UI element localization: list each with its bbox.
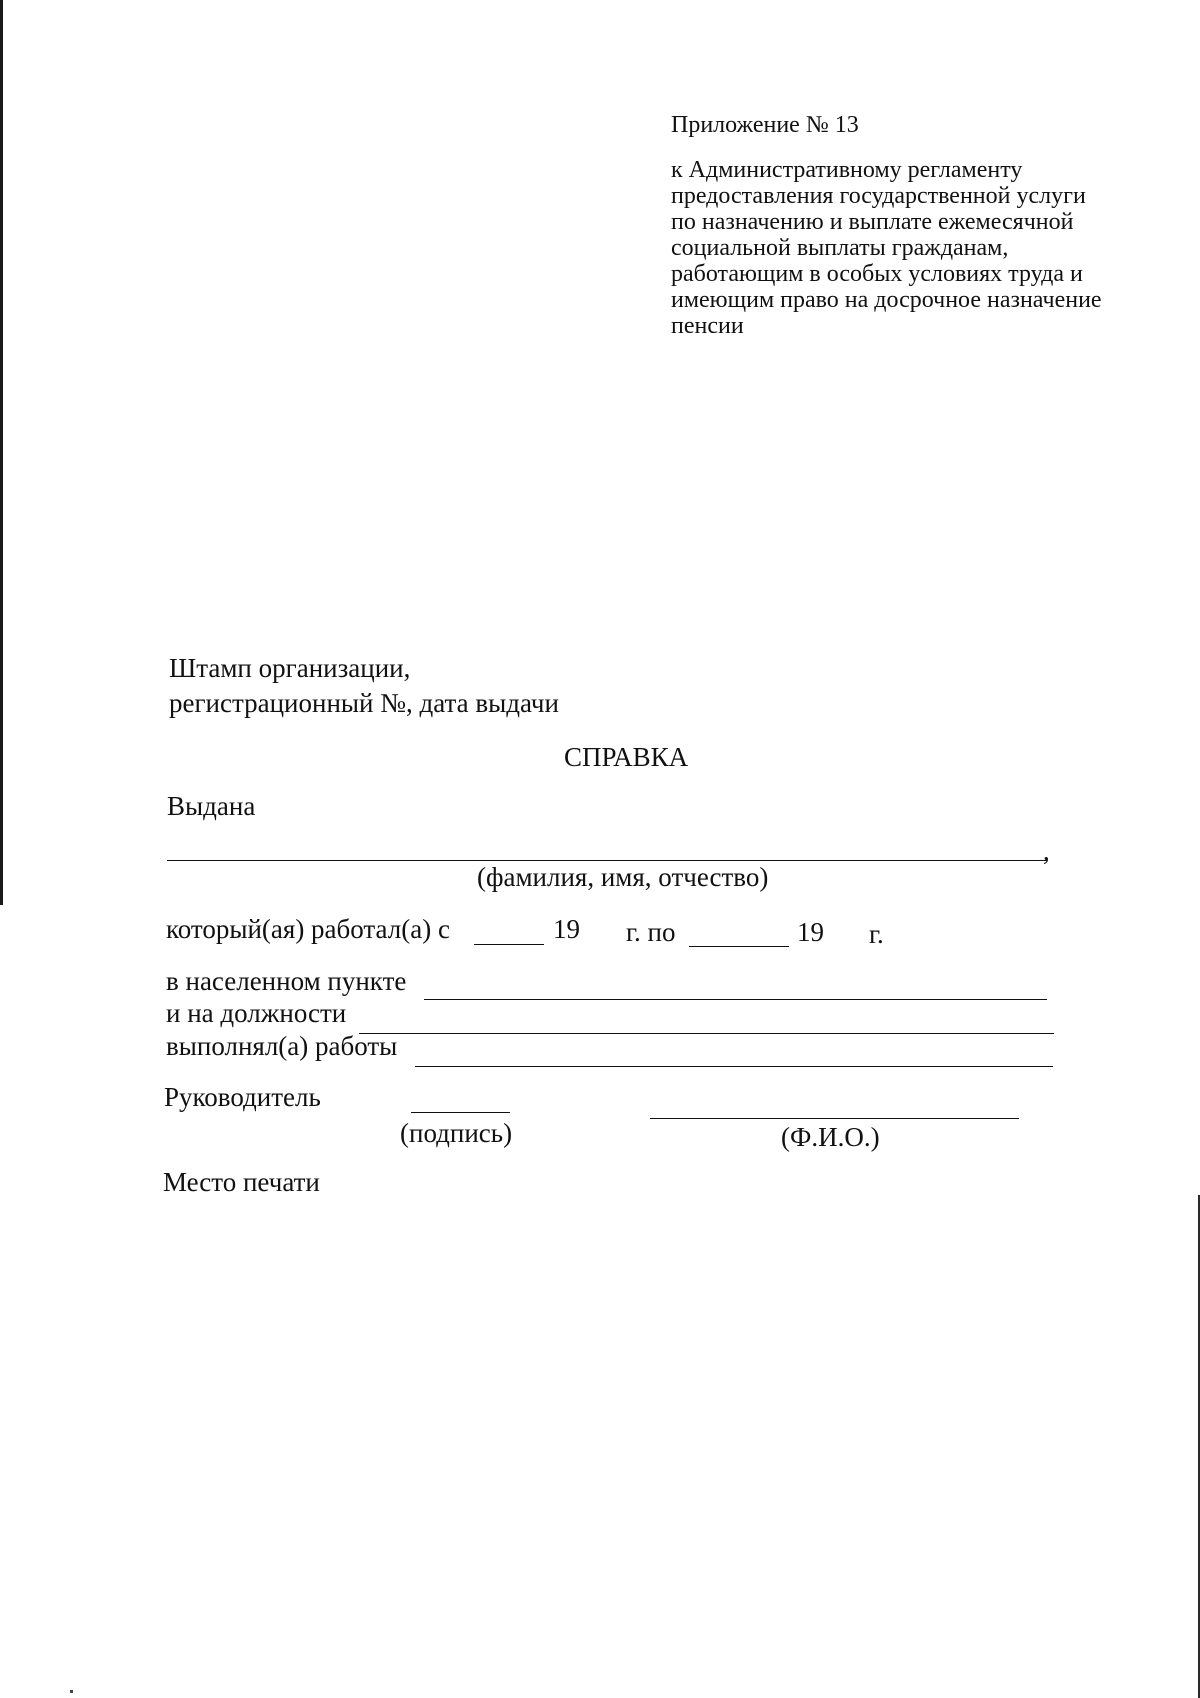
- until-label: г. по: [626, 917, 676, 947]
- work-label: выполнял(а) работы: [166, 1031, 398, 1061]
- appendix-block: [671, 112, 1102, 339]
- locality-label: в населенном пункте: [166, 966, 407, 996]
- appendix-line: к Административному регламенту: [671, 157, 1023, 183]
- fullname-comma: ,: [1043, 836, 1050, 866]
- locality-line[interactable]: [424, 999, 1047, 1000]
- head-label: Руководитель: [164, 1082, 321, 1112]
- appendix-line: социальной выплаты гражданам,: [671, 235, 1009, 261]
- appendix-title: Приложение № 13: [671, 112, 859, 138]
- stamp-line-2: регистрационный №, дата выдачи: [169, 688, 559, 718]
- appendix-line: пенсии: [671, 313, 744, 339]
- year-suffix: г.: [869, 919, 884, 949]
- issued-label: Выдана: [167, 791, 256, 821]
- appendix-line: предоставления государственной услуги: [671, 183, 1086, 209]
- end-date-line[interactable]: [689, 946, 789, 947]
- end-year-prefix: 19: [797, 917, 824, 947]
- scan-left-edge: [0, 0, 3, 905]
- stamp-line-1: Штамп организации,: [169, 653, 411, 683]
- position-line[interactable]: [359, 1033, 1054, 1034]
- name-caption: (Ф.И.О.): [781, 1122, 880, 1152]
- appendix-line: по назначению и выплате ежемесячной: [671, 209, 1074, 235]
- worked-label: который(ая) работал(а) с: [166, 914, 450, 944]
- position-label: и на должности: [166, 998, 347, 1028]
- scan-speck: [70, 1690, 73, 1693]
- appendix-line: работающим в особых условиях труда и: [671, 261, 1083, 287]
- signature-line[interactable]: [411, 1112, 510, 1113]
- seal-label: Место печати: [163, 1167, 320, 1197]
- start-year-prefix: 19: [553, 914, 580, 944]
- head-name-line[interactable]: [650, 1118, 1019, 1119]
- work-line[interactable]: [415, 1066, 1053, 1067]
- fullname-caption: (фамилия, имя, отчество): [477, 862, 769, 892]
- appendix-line: имеющим право на досрочное назначение: [671, 287, 1102, 313]
- document-heading: СПРАВКА: [564, 742, 689, 772]
- fullname-line[interactable]: [167, 860, 1047, 861]
- signature-caption: (подпись): [400, 1118, 513, 1148]
- start-date-line[interactable]: [474, 944, 544, 945]
- appendix-description: [671, 157, 1102, 339]
